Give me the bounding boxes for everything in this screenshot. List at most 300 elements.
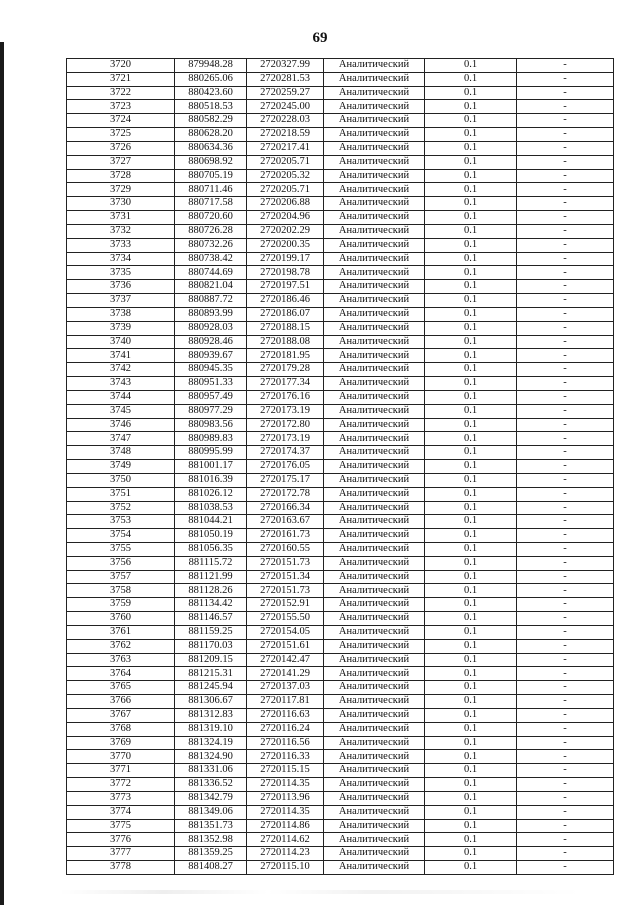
table-row	[67, 487, 614, 501]
cell-y-coordinate: 2720116.33	[247, 750, 324, 764]
cell-x-coordinate: 881331.06	[175, 764, 247, 778]
table-row	[67, 197, 614, 211]
cell-accuracy: 0.1	[425, 861, 517, 875]
cell-method: Аналитический	[324, 100, 425, 114]
cell-x-coordinate: 880928.03	[175, 321, 247, 335]
cell-note: -	[517, 556, 614, 570]
cell-x-coordinate: 881245.94	[175, 681, 247, 695]
cell-point-number: 3752	[67, 501, 175, 515]
cell-note: -	[517, 377, 614, 391]
cell-method: Аналитический	[324, 446, 425, 460]
table-row	[67, 667, 614, 681]
cell-y-coordinate: 2720116.63	[247, 708, 324, 722]
cell-x-coordinate: 881038.53	[175, 501, 247, 515]
cell-accuracy: 0.1	[425, 86, 517, 100]
cell-point-number: 3745	[67, 404, 175, 418]
cell-point-number: 3753	[67, 515, 175, 529]
table-row	[67, 238, 614, 252]
cell-x-coordinate: 880744.69	[175, 266, 247, 280]
cell-point-number: 3729	[67, 183, 175, 197]
cell-method: Аналитический	[324, 501, 425, 515]
table-row	[67, 750, 614, 764]
cell-note: -	[517, 197, 614, 211]
cell-y-coordinate: 2720188.15	[247, 321, 324, 335]
cell-x-coordinate: 880717.58	[175, 197, 247, 211]
cell-method: Аналитический	[324, 460, 425, 474]
cell-method: Аналитический	[324, 612, 425, 626]
cell-point-number: 3739	[67, 321, 175, 335]
cell-y-coordinate: 2720152.91	[247, 598, 324, 612]
cell-note: -	[517, 432, 614, 446]
cell-accuracy: 0.1	[425, 141, 517, 155]
cell-point-number: 3769	[67, 736, 175, 750]
table-row	[67, 59, 614, 73]
cell-accuracy: 0.1	[425, 778, 517, 792]
cell-note: -	[517, 224, 614, 238]
cell-accuracy: 0.1	[425, 390, 517, 404]
cell-accuracy: 0.1	[425, 280, 517, 294]
cell-y-coordinate: 2720154.05	[247, 625, 324, 639]
cell-method: Аналитический	[324, 819, 425, 833]
cell-point-number: 3723	[67, 100, 175, 114]
cell-note: -	[517, 266, 614, 280]
cell-point-number: 3720	[67, 59, 175, 73]
cell-x-coordinate: 881319.10	[175, 722, 247, 736]
table-row	[67, 446, 614, 460]
cell-accuracy: 0.1	[425, 335, 517, 349]
cell-x-coordinate: 881336.52	[175, 778, 247, 792]
cell-accuracy: 0.1	[425, 307, 517, 321]
cell-point-number: 3761	[67, 625, 175, 639]
table-row	[67, 681, 614, 695]
cell-note: -	[517, 515, 614, 529]
cell-x-coordinate: 881026.12	[175, 487, 247, 501]
cell-accuracy: 0.1	[425, 211, 517, 225]
cell-note: -	[517, 764, 614, 778]
cell-x-coordinate: 881115.72	[175, 556, 247, 570]
cell-y-coordinate: 2720114.35	[247, 805, 324, 819]
table-row	[67, 833, 614, 847]
cell-y-coordinate: 2720181.95	[247, 349, 324, 363]
cell-method: Аналитический	[324, 529, 425, 543]
cell-x-coordinate: 881342.79	[175, 791, 247, 805]
cell-point-number: 3770	[67, 750, 175, 764]
table-row	[67, 542, 614, 556]
cell-accuracy: 0.1	[425, 708, 517, 722]
cell-y-coordinate: 2720114.35	[247, 778, 324, 792]
cell-y-coordinate: 2720176.16	[247, 390, 324, 404]
cell-point-number: 3733	[67, 238, 175, 252]
cell-method: Аналитический	[324, 86, 425, 100]
table-row	[67, 847, 614, 861]
cell-y-coordinate: 2720114.62	[247, 833, 324, 847]
cell-y-coordinate: 2720197.51	[247, 280, 324, 294]
cell-point-number: 3762	[67, 639, 175, 653]
cell-point-number: 3746	[67, 418, 175, 432]
cell-x-coordinate: 880977.29	[175, 404, 247, 418]
cell-x-coordinate: 881312.83	[175, 708, 247, 722]
cell-note: -	[517, 750, 614, 764]
cell-point-number: 3774	[67, 805, 175, 819]
cell-y-coordinate: 2720205.71	[247, 183, 324, 197]
table-row	[67, 529, 614, 543]
cell-point-number: 3764	[67, 667, 175, 681]
table-row	[67, 390, 614, 404]
cell-point-number: 3743	[67, 377, 175, 391]
table-row	[67, 183, 614, 197]
cell-note: -	[517, 529, 614, 543]
cell-note: -	[517, 86, 614, 100]
cell-y-coordinate: 2720113.96	[247, 791, 324, 805]
table-row	[67, 778, 614, 792]
table-row	[67, 100, 614, 114]
cell-y-coordinate: 2720173.19	[247, 404, 324, 418]
cell-note: -	[517, 72, 614, 86]
cell-method: Аналитический	[324, 363, 425, 377]
cell-accuracy: 0.1	[425, 238, 517, 252]
cell-method: Аналитический	[324, 390, 425, 404]
table-row	[67, 280, 614, 294]
cell-note: -	[517, 805, 614, 819]
cell-y-coordinate: 2720141.29	[247, 667, 324, 681]
cell-note: -	[517, 598, 614, 612]
cell-point-number: 3727	[67, 155, 175, 169]
cell-accuracy: 0.1	[425, 625, 517, 639]
table-row	[67, 224, 614, 238]
cell-x-coordinate: 881351.73	[175, 819, 247, 833]
cell-accuracy: 0.1	[425, 460, 517, 474]
cell-y-coordinate: 2720155.50	[247, 612, 324, 626]
cell-accuracy: 0.1	[425, 681, 517, 695]
table-row	[67, 377, 614, 391]
cell-x-coordinate: 881324.90	[175, 750, 247, 764]
cell-x-coordinate: 881215.31	[175, 667, 247, 681]
table-row	[67, 722, 614, 736]
table-row	[67, 321, 614, 335]
cell-point-number: 3732	[67, 224, 175, 238]
cell-note: -	[517, 736, 614, 750]
cell-note: -	[517, 100, 614, 114]
cell-method: Аналитический	[324, 294, 425, 308]
cell-accuracy: 0.1	[425, 639, 517, 653]
cell-point-number: 3728	[67, 169, 175, 183]
cell-note: -	[517, 363, 614, 377]
cell-accuracy: 0.1	[425, 833, 517, 847]
table-row	[67, 501, 614, 515]
cell-accuracy: 0.1	[425, 722, 517, 736]
cell-method: Аналитический	[324, 625, 425, 639]
cell-note: -	[517, 542, 614, 556]
cell-x-coordinate: 881170.03	[175, 639, 247, 653]
cell-point-number: 3749	[67, 460, 175, 474]
cell-accuracy: 0.1	[425, 805, 517, 819]
cell-accuracy: 0.1	[425, 224, 517, 238]
cell-note: -	[517, 155, 614, 169]
cell-accuracy: 0.1	[425, 377, 517, 391]
cell-note: -	[517, 861, 614, 875]
cell-method: Аналитический	[324, 805, 425, 819]
cell-x-coordinate: 880995.99	[175, 446, 247, 460]
cell-point-number: 3751	[67, 487, 175, 501]
cell-x-coordinate: 881349.06	[175, 805, 247, 819]
cell-method: Аналитический	[324, 114, 425, 128]
cell-y-coordinate: 2720114.23	[247, 847, 324, 861]
cell-note: -	[517, 59, 614, 73]
cell-note: -	[517, 722, 614, 736]
table-row	[67, 363, 614, 377]
cell-y-coordinate: 2720172.80	[247, 418, 324, 432]
cell-accuracy: 0.1	[425, 847, 517, 861]
cell-x-coordinate: 881359.25	[175, 847, 247, 861]
cell-point-number: 3724	[67, 114, 175, 128]
cell-point-number: 3772	[67, 778, 175, 792]
table-row	[67, 141, 614, 155]
cell-y-coordinate: 2720206.88	[247, 197, 324, 211]
cell-note: -	[517, 819, 614, 833]
cell-method: Аналитический	[324, 321, 425, 335]
cell-method: Аналитический	[324, 349, 425, 363]
table-row	[67, 736, 614, 750]
cell-y-coordinate: 2720160.55	[247, 542, 324, 556]
cell-note: -	[517, 487, 614, 501]
table-row	[67, 86, 614, 100]
cell-x-coordinate: 880265.06	[175, 72, 247, 86]
table-row	[67, 612, 614, 626]
cell-x-coordinate: 881146.57	[175, 612, 247, 626]
cell-x-coordinate: 881352.98	[175, 833, 247, 847]
table-row	[67, 584, 614, 598]
cell-x-coordinate: 880582.29	[175, 114, 247, 128]
cell-x-coordinate: 880887.72	[175, 294, 247, 308]
cell-point-number: 3776	[67, 833, 175, 847]
cell-method: Аналитический	[324, 681, 425, 695]
cell-accuracy: 0.1	[425, 570, 517, 584]
cell-y-coordinate: 2720179.28	[247, 363, 324, 377]
cell-accuracy: 0.1	[425, 612, 517, 626]
cell-y-coordinate: 2720151.73	[247, 584, 324, 598]
cell-x-coordinate: 879948.28	[175, 59, 247, 73]
cell-accuracy: 0.1	[425, 197, 517, 211]
table-row	[67, 432, 614, 446]
cell-accuracy: 0.1	[425, 169, 517, 183]
cell-y-coordinate: 2720115.10	[247, 861, 324, 875]
cell-point-number: 3757	[67, 570, 175, 584]
cell-accuracy: 0.1	[425, 542, 517, 556]
cell-accuracy: 0.1	[425, 764, 517, 778]
cell-x-coordinate: 880893.99	[175, 307, 247, 321]
cell-method: Аналитический	[324, 598, 425, 612]
cell-x-coordinate: 880983.56	[175, 418, 247, 432]
table-row	[67, 805, 614, 819]
cell-method: Аналитический	[324, 736, 425, 750]
cell-point-number: 3754	[67, 529, 175, 543]
cell-note: -	[517, 418, 614, 432]
cell-accuracy: 0.1	[425, 653, 517, 667]
cell-point-number: 3726	[67, 141, 175, 155]
cell-y-coordinate: 2720186.46	[247, 294, 324, 308]
cell-accuracy: 0.1	[425, 487, 517, 501]
cell-method: Аналитический	[324, 266, 425, 280]
table-row	[67, 861, 614, 875]
cell-note: -	[517, 404, 614, 418]
table-row	[67, 764, 614, 778]
cell-point-number: 3773	[67, 791, 175, 805]
cell-note: -	[517, 321, 614, 335]
cell-y-coordinate: 2720174.37	[247, 446, 324, 460]
cell-x-coordinate: 881408.27	[175, 861, 247, 875]
cell-x-coordinate: 881044.21	[175, 515, 247, 529]
cell-x-coordinate: 880726.28	[175, 224, 247, 238]
cell-accuracy: 0.1	[425, 446, 517, 460]
cell-y-coordinate: 2720117.81	[247, 695, 324, 709]
table-row	[67, 128, 614, 142]
cell-y-coordinate: 2720163.67	[247, 515, 324, 529]
cell-point-number: 3755	[67, 542, 175, 556]
cell-accuracy: 0.1	[425, 100, 517, 114]
cell-point-number: 3744	[67, 390, 175, 404]
cell-x-coordinate: 880711.46	[175, 183, 247, 197]
table-row	[67, 791, 614, 805]
cell-note: -	[517, 584, 614, 598]
cell-point-number: 3760	[67, 612, 175, 626]
cell-point-number: 3775	[67, 819, 175, 833]
cell-method: Аналитический	[324, 542, 425, 556]
cell-x-coordinate: 880518.53	[175, 100, 247, 114]
cell-accuracy: 0.1	[425, 321, 517, 335]
cell-method: Аналитический	[324, 639, 425, 653]
cell-point-number: 3771	[67, 764, 175, 778]
cell-y-coordinate: 2720205.71	[247, 155, 324, 169]
cell-x-coordinate: 881306.67	[175, 695, 247, 709]
cell-method: Аналитический	[324, 280, 425, 294]
cell-x-coordinate: 881128.26	[175, 584, 247, 598]
cell-y-coordinate: 2720176.05	[247, 460, 324, 474]
table-row	[67, 639, 614, 653]
cell-y-coordinate: 2720116.56	[247, 736, 324, 750]
cell-point-number: 3736	[67, 280, 175, 294]
cell-point-number: 3740	[67, 335, 175, 349]
table-row	[67, 570, 614, 584]
table-row	[67, 515, 614, 529]
cell-x-coordinate: 881159.25	[175, 625, 247, 639]
cell-point-number: 3734	[67, 252, 175, 266]
cell-accuracy: 0.1	[425, 72, 517, 86]
cell-note: -	[517, 446, 614, 460]
table-row	[67, 625, 614, 639]
cell-note: -	[517, 847, 614, 861]
table-row	[67, 556, 614, 570]
cell-y-coordinate: 2720142.47	[247, 653, 324, 667]
cell-y-coordinate: 2720281.53	[247, 72, 324, 86]
cell-method: Аналитический	[324, 211, 425, 225]
table-row	[67, 211, 614, 225]
cell-method: Аналитический	[324, 141, 425, 155]
cell-y-coordinate: 2720202.29	[247, 224, 324, 238]
cell-method: Аналитический	[324, 764, 425, 778]
cell-accuracy: 0.1	[425, 183, 517, 197]
table-row	[67, 473, 614, 487]
cell-method: Аналитический	[324, 377, 425, 391]
cell-y-coordinate: 2720166.34	[247, 501, 324, 515]
cell-y-coordinate: 2720259.27	[247, 86, 324, 100]
table-row	[67, 155, 614, 169]
cell-point-number: 3741	[67, 349, 175, 363]
cell-method: Аналитический	[324, 224, 425, 238]
cell-note: -	[517, 294, 614, 308]
cell-note: -	[517, 653, 614, 667]
cell-method: Аналитический	[324, 432, 425, 446]
cell-accuracy: 0.1	[425, 59, 517, 73]
cell-x-coordinate: 881050.19	[175, 529, 247, 543]
cell-y-coordinate: 2720228.03	[247, 114, 324, 128]
cell-x-coordinate: 881209.15	[175, 653, 247, 667]
cell-y-coordinate: 2720205.32	[247, 169, 324, 183]
cell-accuracy: 0.1	[425, 791, 517, 805]
cell-y-coordinate: 2720245.00	[247, 100, 324, 114]
table-row	[67, 404, 614, 418]
cell-method: Аналитический	[324, 847, 425, 861]
cell-method: Аналитический	[324, 708, 425, 722]
cell-y-coordinate: 2720177.34	[247, 377, 324, 391]
cell-x-coordinate: 881121.99	[175, 570, 247, 584]
cell-accuracy: 0.1	[425, 667, 517, 681]
cell-note: -	[517, 791, 614, 805]
cell-note: -	[517, 778, 614, 792]
cell-method: Аналитический	[324, 155, 425, 169]
table-row	[67, 460, 614, 474]
cell-y-coordinate: 2720172.78	[247, 487, 324, 501]
cell-note: -	[517, 211, 614, 225]
cell-method: Аналитический	[324, 556, 425, 570]
cell-accuracy: 0.1	[425, 155, 517, 169]
table-row	[67, 335, 614, 349]
cell-x-coordinate: 880634.36	[175, 141, 247, 155]
cell-x-coordinate: 881324.19	[175, 736, 247, 750]
cell-method: Аналитический	[324, 667, 425, 681]
cell-point-number: 3722	[67, 86, 175, 100]
cell-point-number: 3763	[67, 653, 175, 667]
cell-note: -	[517, 612, 614, 626]
cell-method: Аналитический	[324, 335, 425, 349]
cell-x-coordinate: 881134.42	[175, 598, 247, 612]
cell-point-number: 3758	[67, 584, 175, 598]
table-row	[67, 598, 614, 612]
cell-point-number: 3742	[67, 363, 175, 377]
cell-note: -	[517, 169, 614, 183]
cell-y-coordinate: 2720151.61	[247, 639, 324, 653]
cell-y-coordinate: 2720198.78	[247, 266, 324, 280]
cell-x-coordinate: 880698.92	[175, 155, 247, 169]
cell-note: -	[517, 681, 614, 695]
cell-x-coordinate: 881056.35	[175, 542, 247, 556]
cell-accuracy: 0.1	[425, 363, 517, 377]
table-row	[67, 695, 614, 709]
cell-x-coordinate: 880628.20	[175, 128, 247, 142]
table-row	[67, 653, 614, 667]
cell-x-coordinate: 880821.04	[175, 280, 247, 294]
cell-accuracy: 0.1	[425, 473, 517, 487]
cell-accuracy: 0.1	[425, 266, 517, 280]
cell-accuracy: 0.1	[425, 128, 517, 142]
cell-method: Аналитический	[324, 861, 425, 875]
cell-accuracy: 0.1	[425, 294, 517, 308]
cell-x-coordinate: 880989.83	[175, 432, 247, 446]
cell-method: Аналитический	[324, 833, 425, 847]
cell-note: -	[517, 335, 614, 349]
cell-method: Аналитический	[324, 128, 425, 142]
cell-point-number: 3731	[67, 211, 175, 225]
cell-x-coordinate: 881001.17	[175, 460, 247, 474]
